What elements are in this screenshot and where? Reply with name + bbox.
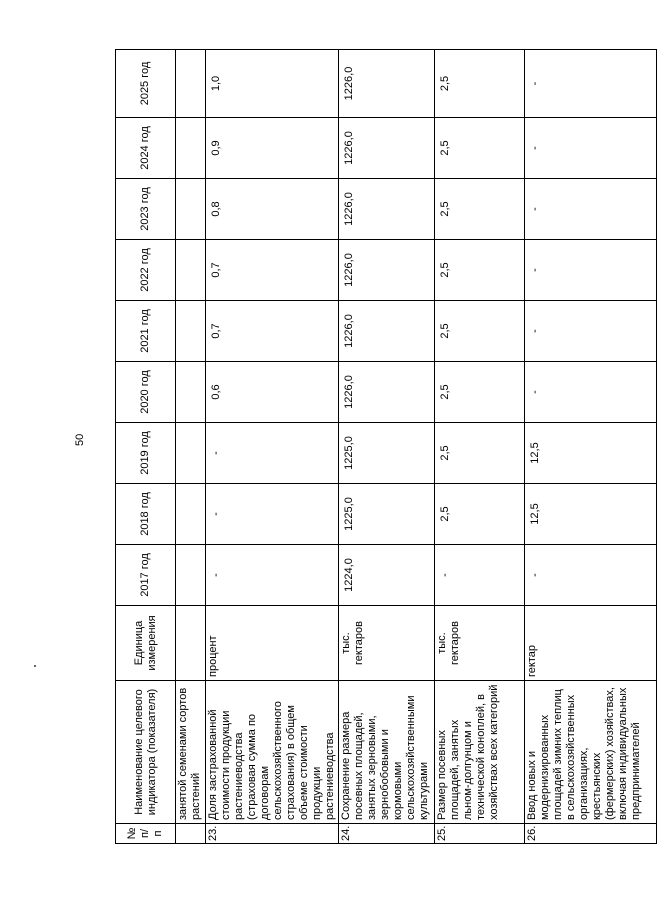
row-value: 1226,0: [339, 50, 435, 118]
row-value: 0,6: [206, 362, 339, 423]
row-value: -: [525, 545, 657, 606]
header-year: 2025 год: [116, 50, 176, 118]
table-row: [206, 50, 339, 844]
row-value: -: [525, 50, 657, 118]
row-value: 2,5: [435, 50, 525, 118]
row-value: [176, 423, 206, 484]
header-year: 2021 год: [116, 301, 176, 362]
row-value: 1226,0: [339, 301, 435, 362]
header-year: 2024 год: [116, 118, 176, 179]
row-value: [176, 362, 206, 423]
header-num: № п/п: [116, 824, 176, 844]
row-value: 0,7: [206, 301, 339, 362]
table-header-row: [116, 50, 176, 844]
row-value: 2,5: [435, 179, 525, 240]
header-year: 2022 год: [116, 240, 176, 301]
row-value: 1225,0: [339, 423, 435, 484]
row-num: 23.: [206, 824, 339, 844]
row-value: 0,9: [206, 118, 339, 179]
row-value: 2,5: [435, 118, 525, 179]
row-value: 2,5: [435, 301, 525, 362]
header-year: 2023 год: [116, 179, 176, 240]
row-value: -: [525, 179, 657, 240]
header-year: 2020 год: [116, 362, 176, 423]
row-value: 1226,0: [339, 240, 435, 301]
header-year: 2017 год: [116, 545, 176, 606]
row-value: [176, 545, 206, 606]
indicator-table: [115, 49, 657, 844]
row-value: 1225,0: [339, 484, 435, 545]
row-unit: тыс. гектаров: [435, 606, 525, 681]
row-value: -: [525, 240, 657, 301]
row-value: -: [206, 423, 339, 484]
row-unit: гектар: [525, 606, 657, 681]
row-value: -: [206, 545, 339, 606]
row-num: [176, 824, 206, 844]
row-num: 24.: [339, 824, 435, 844]
row-value: -: [525, 118, 657, 179]
row-value: 2,5: [435, 484, 525, 545]
row-value: -: [525, 301, 657, 362]
table-row: [435, 50, 525, 844]
row-value: -: [206, 484, 339, 545]
row-value: -: [525, 362, 657, 423]
page-number: 50: [74, 433, 86, 446]
row-value: 12,5: [525, 484, 657, 545]
row-value: [176, 301, 206, 362]
row-value: -: [435, 545, 525, 606]
row-value: [176, 118, 206, 179]
row-value: 2,5: [435, 362, 525, 423]
row-unit: тыс. гектаров: [339, 606, 435, 681]
row-num: 25.: [435, 824, 525, 844]
row-name: занятой семенами сортов растений: [176, 681, 206, 824]
row-value: [176, 179, 206, 240]
row-value: 2,5: [435, 423, 525, 484]
row-name: Размер посевных площадей, занятых льном-долгунцом и технической коноплей, в хозяйствах всех категорий: [435, 681, 525, 824]
scan-speck: [34, 665, 36, 667]
header-year: 2018 год: [116, 484, 176, 545]
row-value: 1,0: [206, 50, 339, 118]
header-unit: Единица измерения: [116, 606, 176, 681]
table-row: [525, 50, 657, 844]
header-name: Наименование целевого индикатора (показателя): [116, 681, 176, 824]
row-value: 1224,0: [339, 545, 435, 606]
indicator-table-rotated: [115, 50, 642, 844]
row-value: [176, 50, 206, 118]
header-year: 2019 год: [116, 423, 176, 484]
table-row: [339, 50, 435, 844]
row-value: 12,5: [525, 423, 657, 484]
row-value: [176, 240, 206, 301]
row-num: 26.: [525, 824, 657, 844]
row-name: Сохранение размера посевных площадей, занятых зерновыми, зернобобовыми и кормовыми сельскохозяйственными культурами: [339, 681, 435, 824]
row-unit: [176, 606, 206, 681]
row-value: 1226,0: [339, 118, 435, 179]
row-name: Доля застрахованной стоимости продукции растениеводства (страховая сумма по договорам сельскохозяйственного страхования) в общем объеме стоимости продукции растениеводства: [206, 681, 339, 824]
row-value: [176, 484, 206, 545]
row-value: 1226,0: [339, 179, 435, 240]
row-value: 1226,0: [339, 362, 435, 423]
row-value: 2,5: [435, 240, 525, 301]
table-row: [176, 50, 206, 844]
row-name: Ввод новых и модернизированных площадей зимних теплиц в сельскохозяйственных организациях, крестьянских (фермерских) хозяйствах, включая индивидуальных предпринимателей: [525, 681, 657, 824]
row-value: 0,8: [206, 179, 339, 240]
row-value: 0,7: [206, 240, 339, 301]
row-unit: процент: [206, 606, 339, 681]
